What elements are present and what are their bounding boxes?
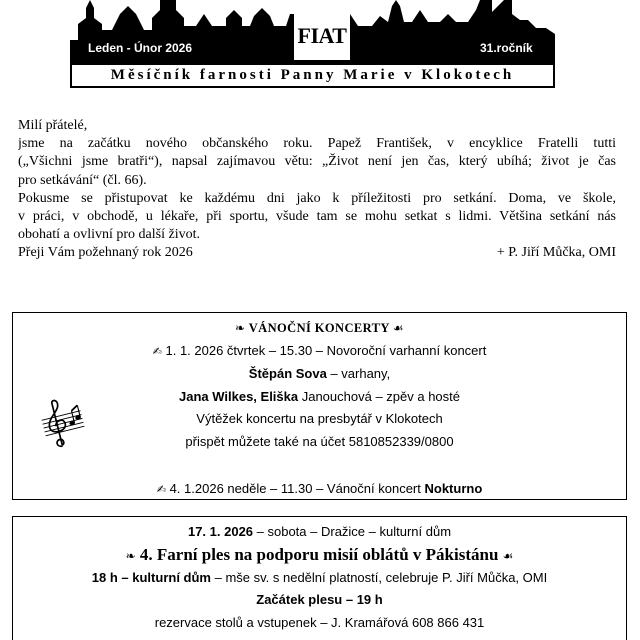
concert-event-1-text: 1. 1. 2026 čtvrtek – 15.30 – Novoroční varhanní koncert bbox=[165, 342, 487, 358]
concerts-heading bbox=[13, 317, 626, 340]
writing-hand-icon bbox=[153, 343, 162, 358]
concert-account: přispět můžete také na účet 5810852339/0800 bbox=[185, 433, 454, 449]
performer-names: Jana Wilkes, Eliška bbox=[178, 388, 299, 404]
writing-hand-icon bbox=[157, 481, 166, 496]
letter-line: („Všichni jsme bratři“), napsal zajímavou větu: „Život není jen čas, který ubíhá; život je čas bbox=[18, 154, 616, 170]
performer-name: Štěpán Sova bbox=[248, 366, 327, 381]
floral-heart-icon bbox=[126, 545, 136, 564]
spacer bbox=[13, 453, 626, 478]
ball-date: 17. 1. 2026 bbox=[187, 524, 254, 539]
letter-line: jsme na začátku nového občanského roku. Papež František, v encyklice Fratelli tutti bbox=[18, 136, 616, 152]
performer-singers bbox=[13, 386, 626, 409]
ball-mass-time: 18 h – kulturní dům bbox=[91, 569, 211, 585]
ball-mass-line bbox=[13, 567, 626, 590]
letter-line: obohatí a ovlivní pro další život. bbox=[18, 227, 200, 243]
ball-title: 4. Farní ples na podporu misií oblátů v Pákistánu bbox=[139, 544, 499, 564]
performer-role: – varhany, bbox=[326, 366, 391, 381]
concert-event-2-text: 4. 1.2026 neděle – 11.30 – Vánoční koncert bbox=[169, 481, 425, 496]
letter-signature: + P. Jiří Můčka, OMI bbox=[496, 245, 616, 261]
reversed-floral-heart-icon bbox=[503, 545, 514, 564]
treble-clef-icon bbox=[41, 395, 87, 451]
concert-event-2 bbox=[13, 478, 626, 502]
ball-venue: – sobota – Dražice – kulturní dům bbox=[253, 524, 452, 539]
issue-date: Leden - Únor 2026 bbox=[88, 41, 193, 55]
volume-number: 31.ročník bbox=[480, 41, 533, 55]
concert-event-2-ensemble: Nokturno bbox=[424, 481, 483, 496]
performer-organ bbox=[13, 363, 626, 386]
christmas-concerts-box bbox=[12, 312, 627, 500]
fiat-logo: FIAT bbox=[294, 12, 350, 60]
ball-start: Začátek plesu – 19 h bbox=[256, 592, 383, 607]
newsletter-subtitle: Měsíčník farnosti Panny Marie v Klokotech bbox=[70, 63, 555, 88]
letter-closing: Přeji Vám požehnaný rok 2026 bbox=[18, 245, 193, 261]
concert-event-1 bbox=[13, 340, 626, 364]
ball-date-line bbox=[13, 521, 626, 544]
editorial-letter bbox=[18, 117, 616, 263]
parish-ball-box bbox=[12, 516, 627, 640]
ball-reservation: rezervace stolů a vstupenek – J. Kramářová 608 866 431 bbox=[154, 614, 485, 630]
ball-mass-details: – mše sv. s nedělní platností, celebruje P. Jiří Můčka, OMI bbox=[210, 569, 548, 585]
masthead bbox=[0, 0, 640, 92]
letter-greeting: Milí přátelé, bbox=[18, 118, 88, 133]
letter-closing-row bbox=[18, 244, 616, 262]
floral-heart-icon bbox=[235, 321, 245, 335]
reversed-floral-heart-icon bbox=[393, 321, 404, 335]
performer-role: Janouchová – zpěv a hosté bbox=[298, 388, 460, 404]
letter-line: v práci, v obchodě, u lékaře, při sportu, všude tam se mohu setkat s lidmi. Většina setkání nás bbox=[18, 209, 616, 225]
ball-heading bbox=[13, 544, 626, 567]
letter-line: pro setkávání“ (čl. 66). bbox=[18, 172, 147, 188]
letter-line: Pokusme se přistupovat ke každému dni jako k příležitosti pro setkání. Doma, ve škole, bbox=[18, 190, 616, 206]
concerts-title: VÁNOČNÍ KONCERTY bbox=[248, 321, 390, 335]
concert-proceeds: Výtěžek koncertu na presbytář v Klokotech bbox=[196, 411, 443, 426]
